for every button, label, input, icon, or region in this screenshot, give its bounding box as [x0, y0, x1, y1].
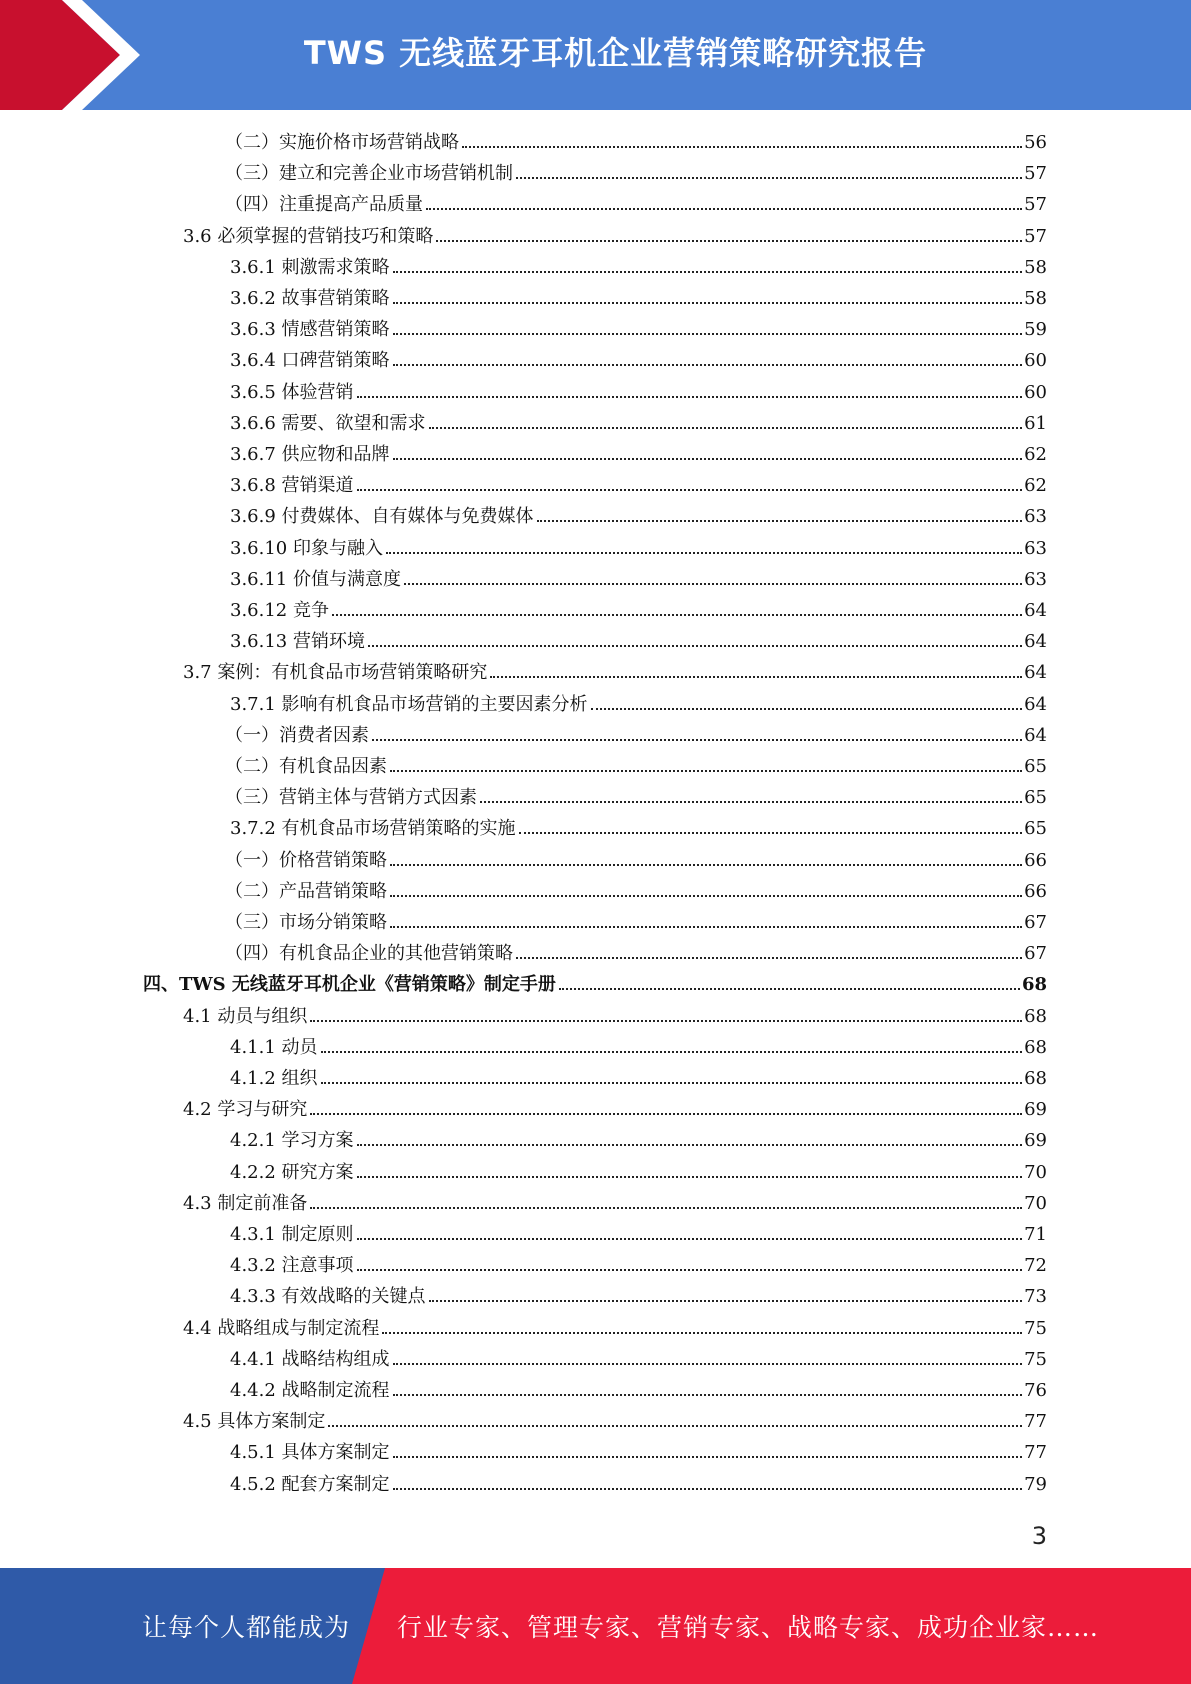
- toc-entry-page: 69: [1024, 1099, 1047, 1121]
- toc-entry[interactable]: [230, 689, 1047, 720]
- toc-entry[interactable]: [230, 439, 1047, 470]
- toc-entry-page: 63: [1024, 537, 1047, 559]
- toc-entry-page: 75: [1024, 1317, 1047, 1339]
- toc-entry-title: （一）消费者因素: [225, 724, 369, 746]
- toc-entry-page: 60: [1024, 381, 1047, 403]
- page-footer: [0, 1568, 1191, 1684]
- toc-entry-page: 77: [1024, 1411, 1047, 1433]
- toc-leader-dots: [393, 1394, 1023, 1396]
- toc-entry[interactable]: [225, 158, 1047, 189]
- toc-entry-page: 68: [1024, 1005, 1047, 1027]
- toc-entry-title: 3.6.6 需要、欲望和需求: [230, 412, 426, 434]
- toc-entry[interactable]: [230, 564, 1047, 595]
- toc-entry-page: 67: [1024, 943, 1047, 965]
- toc-entry[interactable]: [230, 408, 1047, 439]
- toc-entry-page: 68: [1024, 1068, 1047, 1089]
- toc-leader-dots: [332, 614, 1022, 616]
- toc-entry-page: 62: [1024, 444, 1047, 465]
- toc-entry-page: 58: [1024, 256, 1047, 278]
- toc-entry-title: （二）有机食品因素: [225, 756, 387, 777]
- toc-entry-title: （二）产品营销策略: [225, 880, 387, 902]
- toc-leader-dots: [321, 1051, 1023, 1053]
- footer-slogan-left: 让每个人都能成为: [142, 1613, 351, 1642]
- toc-entry-title: 4.3.1 制定原则: [230, 1224, 354, 1245]
- toc-leader-dots: [393, 1488, 1023, 1490]
- toc-entry-title: 3.6.9 付费媒体、自有媒体与免费媒体: [230, 506, 534, 528]
- toc-entry[interactable]: [143, 969, 1047, 1000]
- toc-entry-title: 4.3 制定前准备: [183, 1192, 308, 1214]
- toc-entry-page: 68: [1024, 1036, 1047, 1058]
- toc-leader-dots: [516, 957, 1022, 959]
- toc-entry[interactable]: [225, 189, 1047, 220]
- toc-entry[interactable]: [183, 1188, 1047, 1219]
- toc-leader-dots: [393, 271, 1023, 273]
- toc-entry-page: 67: [1024, 912, 1047, 933]
- toc-leader-dots: [404, 583, 1022, 585]
- toc-leader-dots: [462, 146, 1022, 148]
- toc-leader-dots: [357, 1176, 1023, 1178]
- toc-entry-title: 4.5.1 具体方案制定: [230, 1442, 390, 1464]
- toc-entry-title: 4.1.1 动员: [230, 1036, 318, 1058]
- toc-leader-dots: [429, 427, 1023, 429]
- toc-entry-page: 57: [1024, 225, 1047, 247]
- toc-entry-page: 69: [1024, 1130, 1047, 1152]
- toc-entry[interactable]: [225, 907, 1047, 938]
- toc-entry[interactable]: [183, 1406, 1047, 1437]
- toc-leader-dots: [310, 1207, 1022, 1209]
- toc-entry-title: 3.6.12 竞争: [230, 600, 329, 621]
- toc-entry[interactable]: [230, 345, 1047, 376]
- toc-entry-page: 70: [1024, 1192, 1047, 1214]
- toc-entry-title: （三）营销主体与营销方式因素: [225, 787, 477, 809]
- toc-leader-dots: [426, 208, 1022, 210]
- toc-leader-dots: [368, 645, 1022, 647]
- toc-entry-title: （一）价格营销策略: [225, 849, 387, 871]
- toc-leader-dots: [357, 1238, 1023, 1240]
- toc-entry-title: 4.3.2 注意事项: [230, 1255, 354, 1277]
- toc-entry[interactable]: [230, 377, 1047, 408]
- toc-entry[interactable]: [225, 845, 1047, 876]
- toc-entry[interactable]: [230, 1032, 1047, 1063]
- toc-entry-page: 63: [1024, 506, 1047, 528]
- toc-leader-dots: [393, 458, 1023, 460]
- toc-entry-page: 72: [1024, 1255, 1047, 1277]
- toc-leader-dots: [357, 489, 1023, 491]
- toc-entry[interactable]: [230, 1437, 1047, 1468]
- toc-leader-dots: [382, 1332, 1022, 1334]
- toc-entry-page: 57: [1024, 163, 1047, 185]
- toc-entry-page: 65: [1024, 756, 1047, 777]
- toc-entry-title: （四）注重提高产品质量: [225, 194, 423, 216]
- toc-entry-title: 3.6.10 印象与融入: [230, 537, 383, 559]
- toc-entry[interactable]: [230, 1281, 1047, 1312]
- toc-entry[interactable]: [230, 470, 1047, 501]
- toc-entry-title: 4.1.2 组织: [230, 1068, 318, 1089]
- toc-leader-dots: [393, 1456, 1023, 1458]
- toc-entry[interactable]: [230, 1219, 1047, 1250]
- toc-entry-title: 3.6.2 故事营销策略: [230, 288, 390, 309]
- toc-leader-dots: [436, 240, 1022, 242]
- toc-leader-dots: [390, 926, 1022, 928]
- toc-entry-title: 3.6.8 营销渠道: [230, 475, 354, 497]
- toc-entry-page: 76: [1024, 1380, 1047, 1401]
- toc-entry[interactable]: [183, 1001, 1047, 1032]
- toc-entry-page: 59: [1024, 319, 1047, 341]
- toc-entry-title: 3.6 必须掌握的营销技巧和策略: [183, 225, 434, 247]
- toc-entry-page: 68: [1021, 974, 1047, 996]
- toc-entry-page: 71: [1024, 1224, 1047, 1245]
- toc-leader-dots: [393, 1363, 1023, 1365]
- toc-entry-title: 4.4 战略组成与制定流程: [183, 1317, 380, 1339]
- report-title: TWS 无线蓝牙耳机企业营销策略研究报告: [303, 34, 928, 72]
- toc-leader-dots: [357, 396, 1023, 398]
- toc-leader-dots: [390, 864, 1022, 866]
- toc-leader-dots: [310, 1113, 1022, 1115]
- toc-entry[interactable]: [230, 1344, 1047, 1375]
- toc-entry[interactable]: [225, 938, 1047, 969]
- toc-entry[interactable]: [230, 501, 1047, 532]
- toc-leader-dots: [393, 364, 1023, 366]
- toc-entry-page: 64: [1024, 600, 1047, 621]
- toc-entry-title: 3.6.11 价值与满意度: [230, 568, 401, 590]
- toc-entry[interactable]: [225, 127, 1047, 158]
- toc-entry-page: 73: [1024, 1286, 1047, 1308]
- toc-entry-page: 64: [1024, 631, 1047, 653]
- toc-entry-title: （三）市场分销策略: [225, 912, 387, 933]
- toc-entry-title: 3.7 案例：有机食品市场营销策略研究: [183, 662, 488, 684]
- toc-leader-dots: [519, 832, 1023, 834]
- toc-entry-title: 3.7.2 有机食品市场营销策略的实施: [230, 818, 516, 840]
- toc-entry-page: 58: [1024, 288, 1047, 309]
- toc-entry-title: （四）有机食品企业的其他营销策略: [225, 943, 513, 965]
- toc-entry[interactable]: [183, 1094, 1047, 1125]
- toc-leader-dots: [480, 801, 1022, 803]
- toc-entry[interactable]: [230, 1469, 1047, 1500]
- toc-entry-page: 56: [1024, 132, 1047, 153]
- toc-entry-page: 66: [1024, 880, 1047, 902]
- toc-leader-dots: [537, 520, 1023, 522]
- toc-entry-title: 4.1 动员与组织: [183, 1005, 308, 1027]
- toc-entry-page: 77: [1024, 1442, 1047, 1464]
- toc-entry-title: 3.7.1 影响有机食品市场营销的主要因素分析: [230, 693, 588, 715]
- toc-entry-title: 3.6.3 情感营销策略: [230, 319, 390, 341]
- page-number: 3: [1031, 1522, 1047, 1550]
- toc-entry-title: 3.6.5 体验营销: [230, 381, 354, 403]
- toc-entry[interactable]: [183, 221, 1047, 252]
- toc-entry-title: 4.2.2 研究方案: [230, 1161, 354, 1183]
- toc-entry[interactable]: [183, 1313, 1047, 1344]
- toc-entry-page: 66: [1024, 849, 1047, 871]
- toc-entry[interactable]: [230, 626, 1047, 657]
- toc-entry-page: 65: [1024, 787, 1047, 809]
- toc-entry[interactable]: [183, 657, 1047, 688]
- toc-entry[interactable]: [230, 283, 1047, 314]
- toc-leader-dots: [393, 333, 1023, 335]
- toc-entry-page: 64: [1024, 662, 1047, 684]
- toc-entry[interactable]: [225, 876, 1047, 907]
- toc-leader-dots: [321, 1082, 1023, 1084]
- toc-entry-page: 57: [1024, 194, 1047, 216]
- footer-slogan-right: 行业专家、管理专家、营销专家、战略专家、成功企业家……: [397, 1613, 1100, 1642]
- toc-entry-title: 3.6.1 刺激需求策略: [230, 256, 390, 278]
- toc-leader-dots: [390, 895, 1022, 897]
- toc-entry-title: 四、TWS 无线蓝牙耳机企业《营销策略》制定手册: [143, 974, 556, 996]
- toc-entry-page: 70: [1024, 1161, 1047, 1183]
- toc-leader-dots: [393, 302, 1023, 304]
- toc-entry[interactable]: [230, 1157, 1047, 1188]
- toc-entry[interactable]: [225, 751, 1047, 782]
- toc-leader-dots: [591, 708, 1023, 710]
- toc-entry[interactable]: [230, 1250, 1047, 1281]
- toc-entry[interactable]: [230, 813, 1047, 844]
- toc-entry[interactable]: [225, 720, 1047, 751]
- toc-leader-dots: [386, 552, 1022, 554]
- toc-entry[interactable]: [230, 595, 1047, 626]
- toc-entry-title: 3.6.7 供应物和品牌: [230, 444, 390, 465]
- toc-entry-page: 64: [1024, 693, 1047, 715]
- toc-leader-dots: [372, 739, 1022, 741]
- toc-entry-title: 4.4.2 战略制定流程: [230, 1380, 390, 1401]
- toc-entry-page: 75: [1024, 1348, 1047, 1370]
- toc-leader-dots: [429, 1300, 1023, 1302]
- toc-entry-title: 3.6.4 口碑营销策略: [230, 350, 390, 372]
- toc-entry[interactable]: [230, 533, 1047, 564]
- toc-entry-title: 3.6.13 营销环境: [230, 631, 365, 653]
- toc-entry-page: 63: [1024, 568, 1047, 590]
- toc-entry-title: 4.4.1 战略结构组成: [230, 1348, 390, 1370]
- toc-leader-dots: [490, 676, 1022, 678]
- toc-entry-title: 4.3.3 有效战略的关键点: [230, 1286, 426, 1308]
- toc-entry-page: 62: [1024, 475, 1047, 497]
- toc-entry-page: 65: [1024, 818, 1047, 840]
- toc-entry[interactable]: [225, 782, 1047, 813]
- toc-entry[interactable]: [230, 252, 1047, 283]
- toc-leader-dots: [310, 1020, 1022, 1022]
- toc-entry-page: 79: [1024, 1473, 1047, 1495]
- toc-leader-dots: [357, 1269, 1023, 1271]
- toc-entry[interactable]: [230, 314, 1047, 345]
- toc-entry-title: 4.2.1 学习方案: [230, 1130, 354, 1152]
- toc-entry[interactable]: [230, 1063, 1047, 1094]
- toc-entry-title: （三）建立和完善企业市场营销机制: [225, 163, 513, 185]
- toc-entry-page: 61: [1024, 412, 1047, 434]
- toc-entry-page: 60: [1024, 350, 1047, 372]
- toc-leader-dots: [357, 1144, 1023, 1146]
- toc-entry[interactable]: [230, 1375, 1047, 1406]
- toc-entry-title: （二）实施价格市场营销战略: [225, 132, 459, 153]
- toc-leader-dots: [328, 1425, 1022, 1427]
- toc-entry-title: 4.2 学习与研究: [183, 1099, 308, 1121]
- toc-leader-dots: [390, 770, 1022, 772]
- toc-entry-title: 4.5.2 配套方案制定: [230, 1473, 390, 1495]
- toc-leader-dots: [516, 177, 1022, 179]
- toc-entry-page: 64: [1024, 724, 1047, 746]
- toc-leader-dots: [559, 988, 1020, 990]
- page-header: [0, 0, 1191, 110]
- toc-entry[interactable]: [230, 1125, 1047, 1156]
- toc-entry-title: 4.5 具体方案制定: [183, 1411, 326, 1433]
